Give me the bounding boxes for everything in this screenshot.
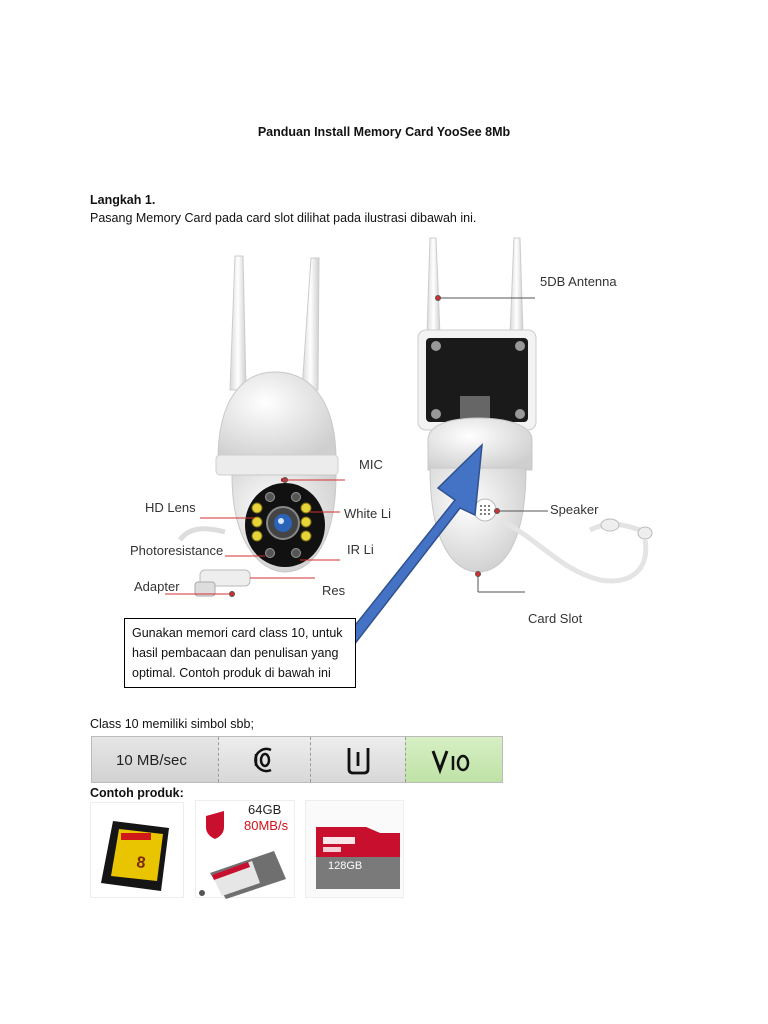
label-card-slot: Card Slot xyxy=(528,611,583,626)
speed-label: 10 MB/sec xyxy=(116,752,187,769)
label-white-light: White Li xyxy=(344,506,391,521)
products-heading: Contoh produk: xyxy=(90,786,184,800)
product-vgen xyxy=(90,802,184,898)
class-symbol-strip xyxy=(91,736,503,783)
svg-text:8: 8 xyxy=(135,854,147,873)
step-instruction: Pasang Memory Card pada card slot dilihat pada ilustrasi dibawah ini. xyxy=(90,211,477,225)
label-ir-light: IR Li xyxy=(347,542,374,557)
label-photoresistance: Photoresistance xyxy=(130,543,224,558)
product-64gb-speed: 80MB/s xyxy=(244,818,289,833)
label-hd-lens: HD Lens xyxy=(145,500,196,515)
label-reset: Res xyxy=(322,583,346,598)
uhs-1-symbol-icon xyxy=(311,737,406,783)
back-camera xyxy=(418,238,652,581)
step-heading: Langkah 1. xyxy=(90,193,156,207)
class-10-cell xyxy=(218,737,310,782)
label-mic: MIC xyxy=(359,457,383,472)
document-title: Panduan Install Memory Card YooSee 8Mb xyxy=(257,125,511,139)
label-speaker: Speaker xyxy=(550,502,599,517)
speed-cell xyxy=(92,737,218,782)
v10-cell xyxy=(405,737,502,782)
v10-symbol-icon xyxy=(406,737,503,783)
label-adapter: Adapter xyxy=(134,579,180,594)
product-sandisk-128 xyxy=(305,800,404,898)
callout-note: Gunakan memori card class 10, untuk hasil pembacaan dan penulisan yang optimal. Contoh produk di bawah ini xyxy=(124,618,356,688)
label-antenna: 5DB Antenna xyxy=(540,274,617,289)
vgen-sd-card-icon xyxy=(91,803,185,899)
sandisk-128gb-card-icon xyxy=(306,801,405,899)
class-heading: Class 10 memiliki simbol sbb; xyxy=(90,717,254,731)
uhs-1-cell xyxy=(310,737,405,782)
product-128gb-capacity: 128GB xyxy=(328,860,363,872)
product-64gb-capacity: 64GB xyxy=(248,802,282,817)
class-10-symbol-icon xyxy=(219,737,311,783)
